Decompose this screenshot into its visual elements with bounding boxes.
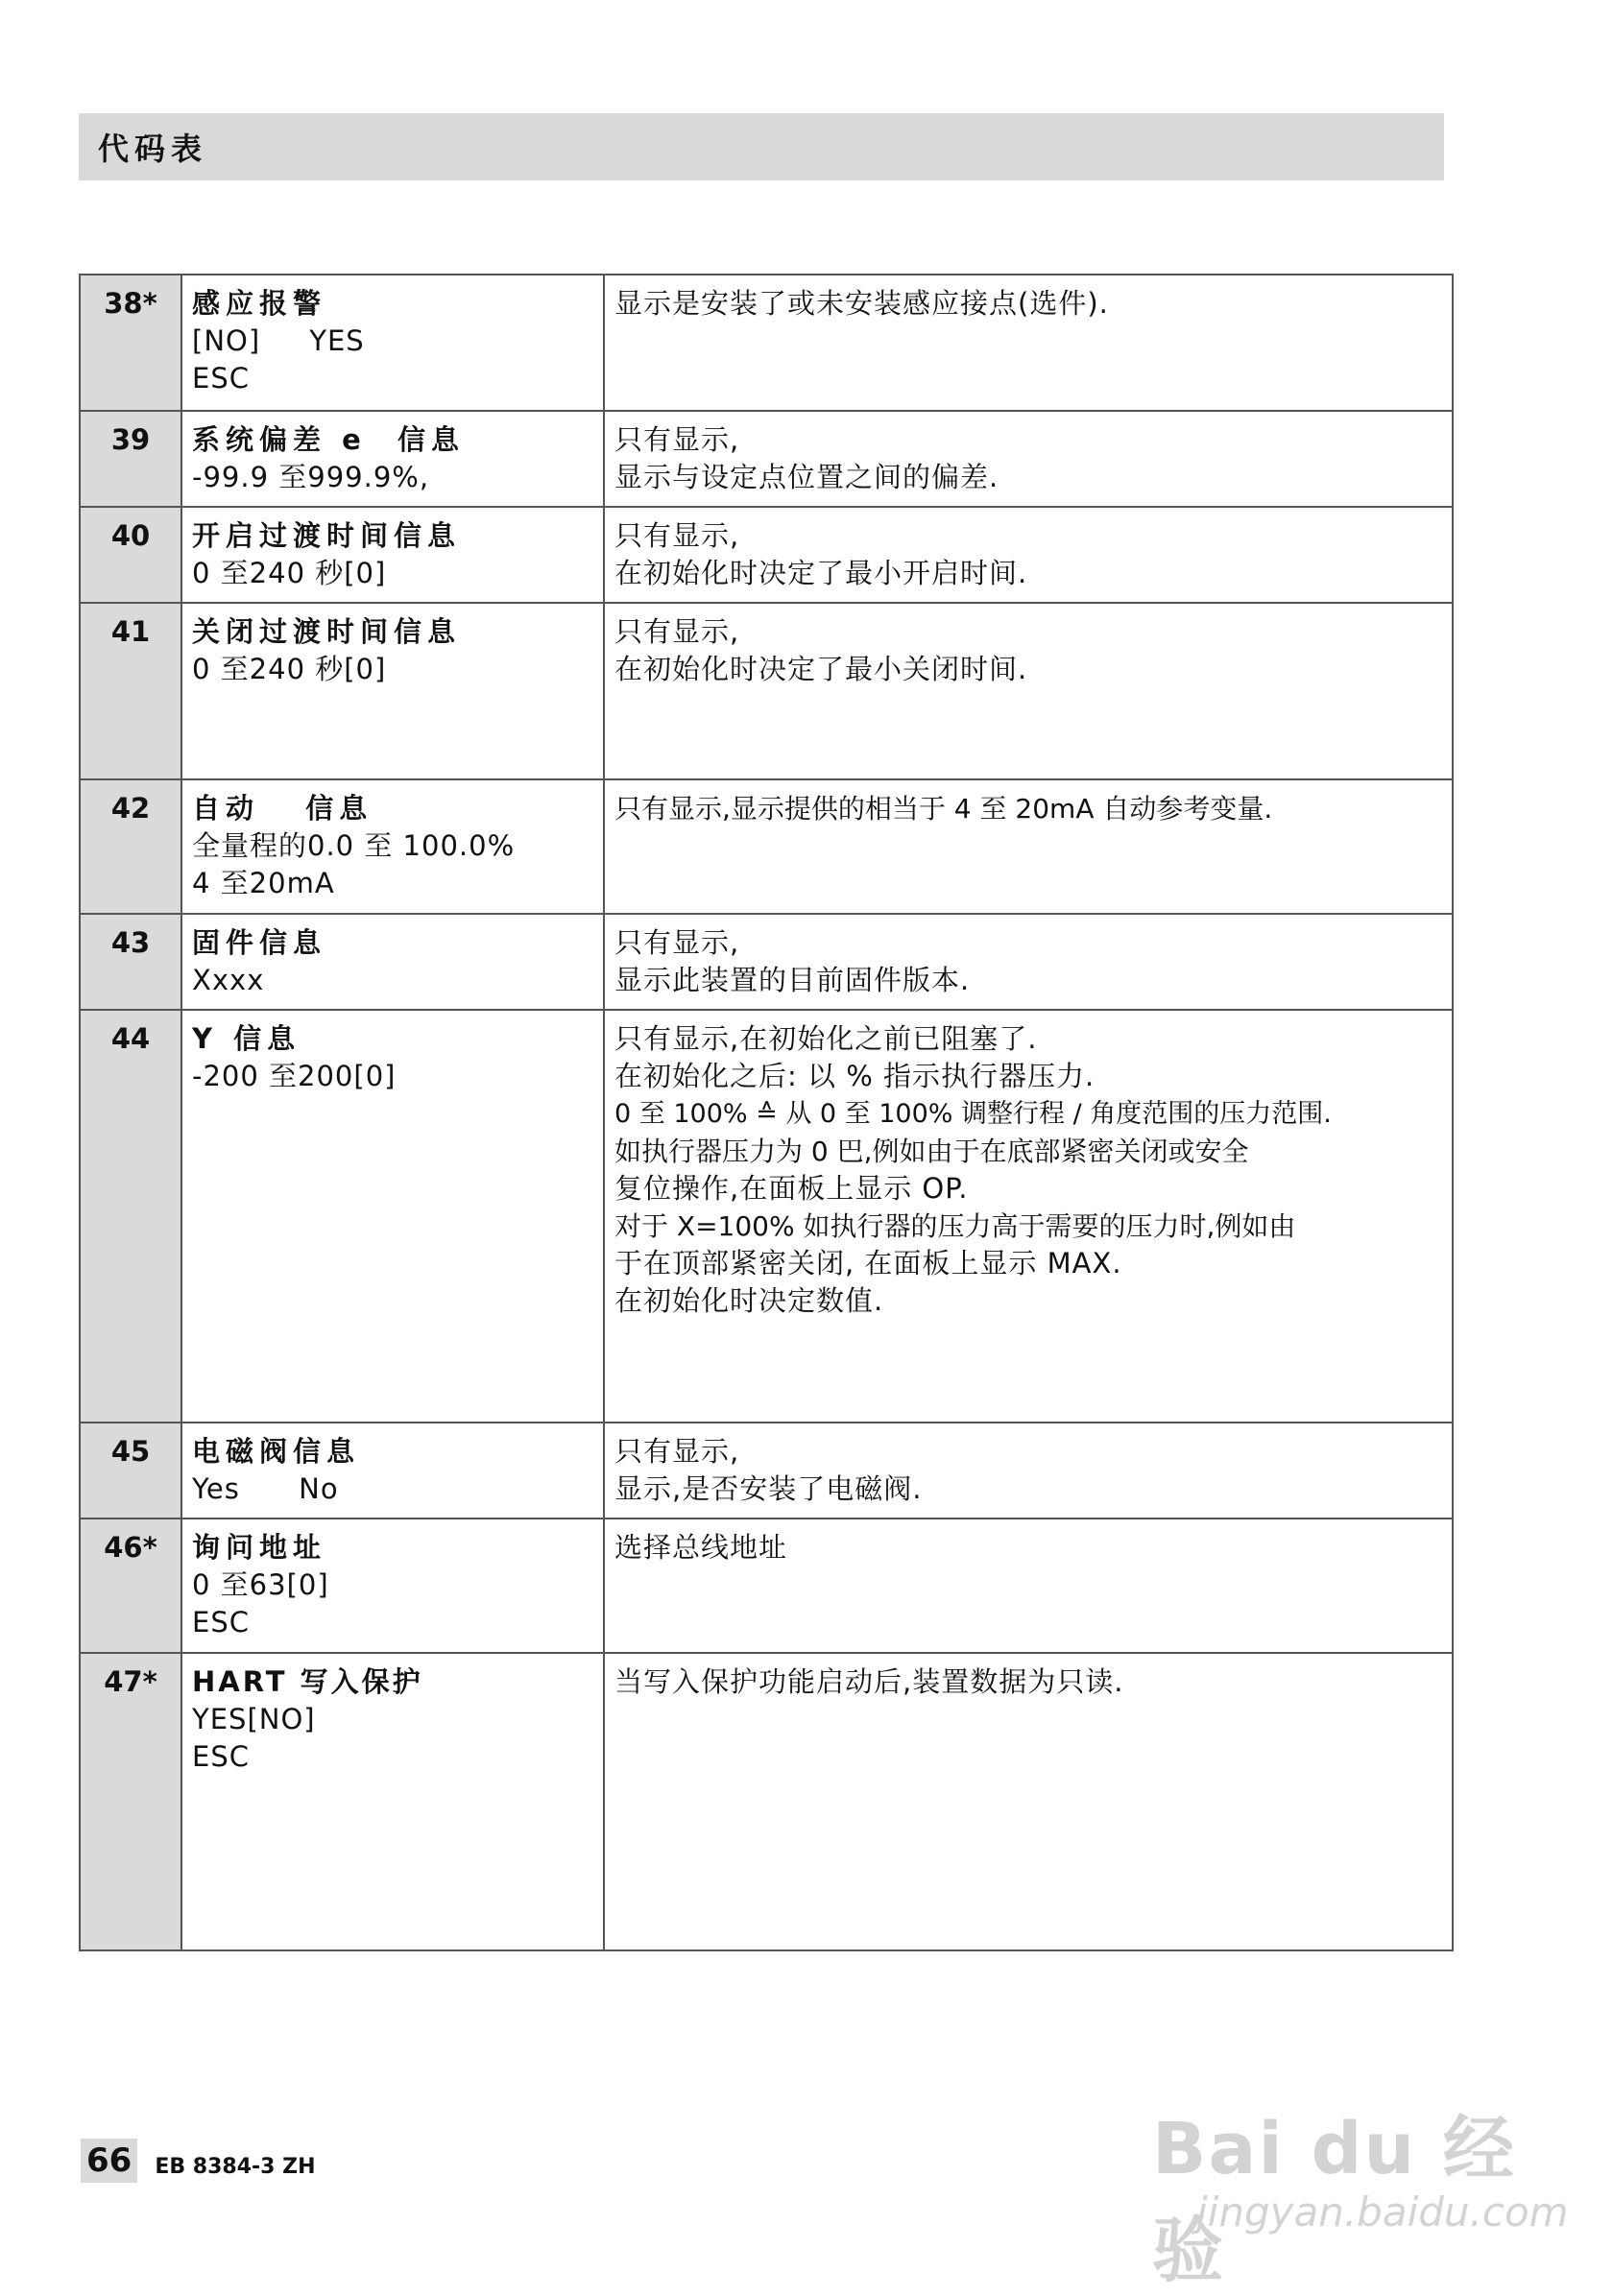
description-line: 只有显示, [614, 926, 740, 959]
parameter-cell [181, 603, 604, 779]
parameter-title: 自动 信息 [192, 792, 373, 825]
code-number: 39 [80, 411, 181, 507]
code-number: 46* [80, 1519, 181, 1653]
description-line: 选择总线地址 [614, 1531, 788, 1564]
parameter-value: Yes No [192, 1472, 339, 1505]
description-line: 只有显示, [614, 1435, 740, 1468]
description-line: 在初始化之后: 以 % 指示执行器压力. [614, 1060, 1095, 1092]
parameter-cell [181, 1653, 604, 1950]
parameter-title: 关闭过渡时间信息 [192, 615, 462, 648]
table-row [80, 779, 1453, 914]
description-line: 0 至 100% ≙ 从 0 至 100% 调整行程 / 角度范围的压力范围. [614, 1099, 1332, 1129]
page-footer [81, 2139, 315, 2183]
parameter-title: 询问地址 [192, 1531, 327, 1564]
description-cell [604, 1010, 1453, 1423]
section-header [79, 113, 1444, 180]
description-line: 当写入保护功能启动后,装置数据为只读. [614, 1665, 1124, 1698]
table-row [80, 1423, 1453, 1519]
description-line: 如执行器压力为 0 巴,例如由于在底部紧密关闭或安全 [614, 1136, 1249, 1167]
parameter-cell [181, 1423, 604, 1519]
table-row [80, 411, 1453, 507]
baidu-watermark [1152, 2093, 1569, 2292]
description-cell [604, 603, 1453, 779]
code-number: 47* [80, 1653, 181, 1950]
description-cell [604, 411, 1453, 507]
parameter-value: 0 至63[0] [192, 1568, 329, 1601]
code-number: 41 [80, 603, 181, 779]
description-line: 只有显示, [614, 519, 740, 552]
code-number: 38* [80, 275, 181, 411]
description-line: 在初始化时决定了最小开启时间. [614, 557, 1028, 589]
parameter-cell [181, 779, 604, 914]
description-line: 对于 X=100% 如执行器的压力高于需要的压力时,例如由 [614, 1210, 1296, 1242]
description-line: 显示与设定点位置之间的偏差. [614, 461, 999, 493]
parameter-title: 固件信息 [192, 926, 327, 959]
parameter-title: Y 信息 [192, 1022, 301, 1055]
description-cell [604, 1653, 1453, 1950]
parameter-title: HART 写入保护 [192, 1665, 423, 1698]
document-code: EB 8384-3 ZH [155, 2155, 316, 2179]
description-line: 只有显示,在初始化之前已阻塞了. [614, 1022, 1038, 1055]
table-row [80, 603, 1453, 779]
parameter-title: 系统偏差 e 信息 [192, 423, 465, 456]
description-line: 只有显示, [614, 615, 740, 648]
description-line: 在初始化时决定数值. [614, 1284, 884, 1317]
description-line: 显示是安装了或未安装感应接点(选件). [614, 287, 1109, 320]
parameter-title: 开启过渡时间信息 [192, 519, 462, 552]
description-line: 于在顶部紧密关闭, 在面板上显示 MAX. [614, 1247, 1122, 1280]
parameter-cell [181, 275, 604, 411]
code-number: 43 [80, 914, 181, 1010]
description-line: 显示此装置的目前固件版本. [614, 964, 971, 996]
table-row [80, 275, 1453, 411]
description-line: 只有显示,显示提供的相当于 4 至 20mA 自动参考变量. [614, 793, 1273, 825]
parameter-value: 0 至240 秒[0] [192, 557, 387, 589]
description-cell [604, 1423, 1453, 1519]
description-cell [604, 914, 1453, 1010]
table-row [80, 507, 1453, 603]
parameter-value: Xxxx [192, 964, 265, 996]
watermark-brand: Bai du 经验 [1152, 2108, 1516, 2292]
page-number: 66 [81, 2139, 137, 2183]
watermark-url: jingyan.baidu.com [1196, 2188, 1569, 2236]
parameter-cell [181, 411, 604, 507]
parameter-cell [181, 914, 604, 1010]
code-number: 40 [80, 507, 181, 603]
parameter-value: -200 至200[0] [192, 1060, 397, 1092]
code-table [79, 274, 1454, 1951]
parameter-value: 0 至240 秒[0] [192, 653, 387, 685]
code-number: 42 [80, 779, 181, 914]
table-row [80, 1010, 1453, 1423]
parameter-value: -99.9 至999.9%, [192, 461, 430, 493]
description-cell [604, 1519, 1453, 1653]
code-number: 44 [80, 1010, 181, 1423]
parameter-cell [181, 507, 604, 603]
description-cell [604, 275, 1453, 411]
parameter-title: 电磁阀信息 [192, 1435, 361, 1468]
code-number: 45 [80, 1423, 181, 1519]
parameter-cell [181, 1010, 604, 1423]
description-line: 复位操作,在面板上显示 OP. [614, 1172, 969, 1205]
description-line: 显示,是否安装了电磁阀. [614, 1472, 923, 1505]
description-cell [604, 779, 1453, 914]
description-cell [604, 507, 1453, 603]
table-row [80, 1653, 1453, 1950]
parameter-value: 4 至20mA [192, 867, 335, 899]
parameter-value: ESC [192, 1606, 250, 1638]
parameter-value: ESC [192, 362, 250, 395]
table-row [80, 914, 1453, 1010]
section-title: 代码表 [98, 131, 208, 167]
description-line: 只有显示, [614, 423, 740, 456]
parameter-value: ESC [192, 1740, 250, 1773]
description-line: 在初始化时决定了最小关闭时间. [614, 653, 1028, 685]
parameter-title: 感应报警 [192, 287, 327, 320]
parameter-cell [181, 1519, 604, 1653]
parameter-value: [NO] YES [192, 324, 365, 357]
parameter-value: YES[NO] [192, 1703, 316, 1735]
parameter-value: 全量程的0.0 至 100.0% [192, 829, 516, 862]
table-row [80, 1519, 1453, 1653]
